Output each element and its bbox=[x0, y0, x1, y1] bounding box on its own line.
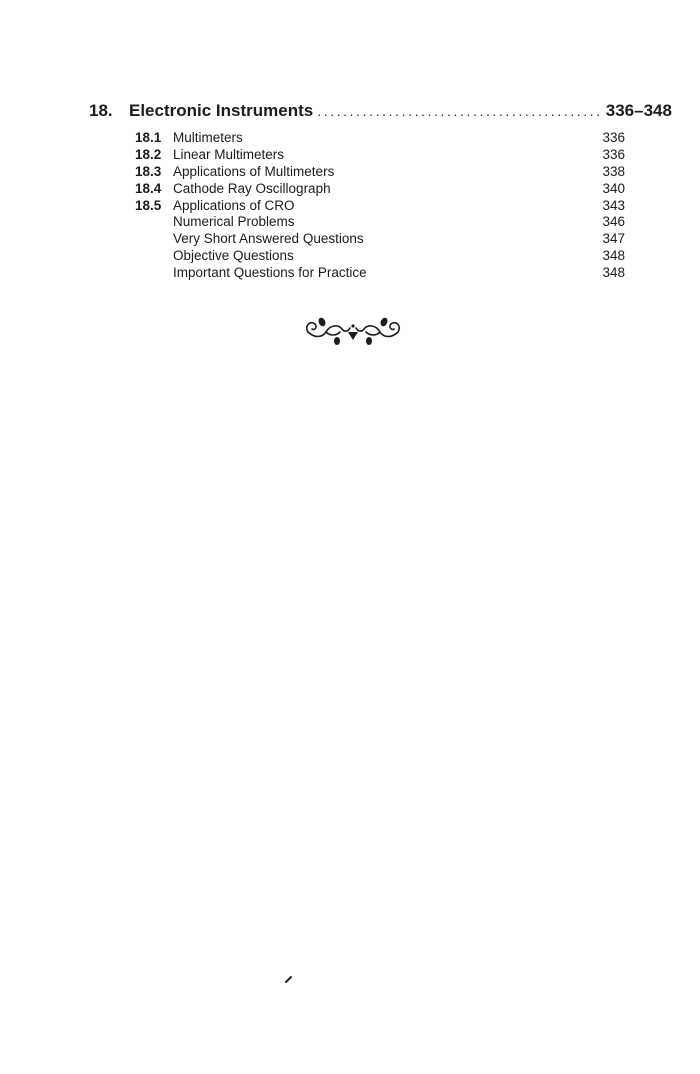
section-number: 18.1 bbox=[135, 130, 162, 145]
vine-flourish-icon bbox=[300, 310, 406, 348]
section-number: 18.2 bbox=[135, 146, 162, 162]
toc-entry-list bbox=[135, 130, 625, 282]
section-number: 18.3 bbox=[135, 163, 162, 179]
toc-entry bbox=[135, 248, 625, 265]
section-title: Applications of CRO bbox=[173, 197, 295, 213]
page-number: 338 bbox=[602, 163, 625, 179]
chapter-heading bbox=[89, 101, 672, 127]
toc-entry bbox=[135, 214, 625, 231]
toc-entry bbox=[135, 147, 625, 164]
page-number: 336 bbox=[602, 146, 625, 162]
toc-entry bbox=[135, 265, 625, 282]
section-title: Numerical Problems bbox=[173, 214, 295, 230]
section-number bbox=[135, 231, 173, 248]
section-number: 18.4 bbox=[135, 180, 162, 196]
toc-entry bbox=[135, 181, 625, 198]
toc-entry bbox=[135, 130, 625, 147]
section-title: Very Short Answered Questions bbox=[173, 231, 364, 247]
page-number: 348 bbox=[602, 248, 625, 264]
chapter-title: Electronic Instruments bbox=[129, 101, 314, 120]
dot-leader: ............................................ bbox=[317, 103, 603, 119]
section-title: Objective Questions bbox=[173, 248, 294, 264]
section-title: Important Questions for Practice bbox=[173, 265, 367, 281]
page-number: 347 bbox=[602, 231, 625, 247]
page-number: 348 bbox=[602, 265, 625, 281]
section-number bbox=[135, 265, 173, 282]
toc-entry bbox=[135, 198, 625, 215]
section-title: Applications of Multimeters bbox=[173, 163, 335, 179]
page-number: 336 bbox=[602, 130, 625, 145]
chapter-number: 18. bbox=[89, 101, 113, 120]
section-title: Linear Multimeters bbox=[173, 146, 285, 162]
section-number: 18.5 bbox=[135, 197, 162, 213]
page-number: 343 bbox=[602, 197, 625, 213]
page-number: 346 bbox=[602, 214, 625, 230]
toc-entry bbox=[135, 231, 625, 248]
chapter-page-range: 336–348 bbox=[605, 101, 672, 120]
section-number bbox=[135, 248, 173, 265]
section-title: Cathode Ray Oscillograph bbox=[173, 180, 331, 196]
toc-entry bbox=[135, 164, 625, 181]
section-title: Multimeters bbox=[173, 130, 243, 145]
page-number: 340 bbox=[602, 180, 625, 196]
ink-speck bbox=[284, 974, 294, 984]
section-number bbox=[135, 214, 173, 231]
